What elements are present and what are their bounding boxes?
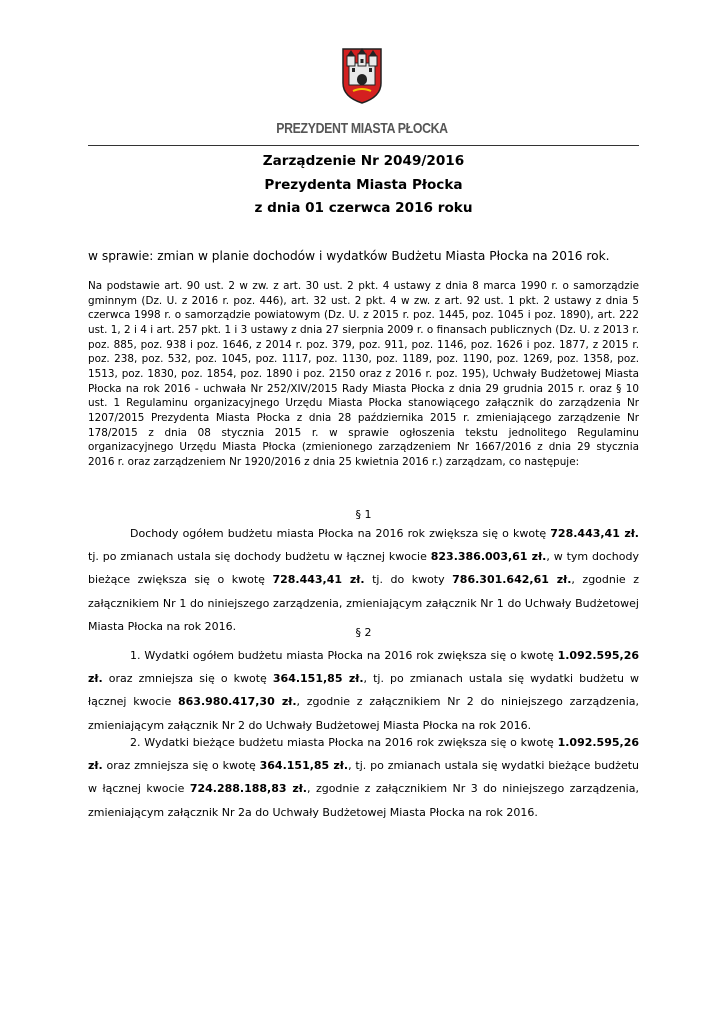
issuer-heading: PREZYDENT MIASTA PŁOCKA <box>276 120 448 137</box>
coat-of-arms-icon <box>341 47 383 105</box>
legal-basis-paragraph: Na podstawie art. 90 ust. 2 w zw. z art. 30 ust. 2 pkt. 4 ustawy z dnia 8 marca 1990 r. o samorządzie gminnym (Dz. U. z 2016 r. poz. 446), art. 32 ust. 2 pkt. 4 w zw. z art. 92 ust. 1 pkt. 2 ustawy z dnia 5 czerwca 1998 r. o samorządzie powiatowym (Dz. U. z 2015 r. poz. 1445, poz. 1045 i poz. 1890), art. 222 ust. 1, 2 i 4 i art. 257 pkt. 1 i 3 ustawy z dnia 27 sierpnia 2009 r. o finansach publicznych (Dz. U. z 2013 r. poz. 885, poz. 938 i poz. 1646, z 2014 r. poz. 379, poz. 911, poz. 1146, poz. 1626 i poz. 1877, z 2015 r. poz. 238, poz. 532, poz. 1045, poz. 1117, poz. 1130, poz. 1189, poz. 1190, poz. 1269, poz. 1358, poz. 1513, poz. 1830, poz. 1854, poz. 1890 i poz. 2150 oraz z 2016 r. poz. 195), Uchwały Budżetowej Miasta Płocka na rok 2016 - uchwała Nr 252/XIV/2015 Rady Miasta Płocka z dnia 29 grudnia 2015 r. oraz § 10 ust. 1 Regulaminu organizacyjnego Urzędu Miasta Płocka stanowiącego załącznik do zarządzenia Nr 1207/2015 Prezydenta Miasta Płocka z dnia 28 października 2015 r. zmieniającego zarządzenie Nr 178/2015 z dnia 08 stycznia 2015 r. w sprawie ogłoszenia tekstu jednolitego Regulaminu organizacyjnego Urzędu Miasta Płocka (zmienionego zarządzeniem Nr 1667/2016 z dnia 29 stycznia 2016 r. oraz zarządzeniem Nr 1920/2016 z dnia 25 kwietnia 2016 r.) zarządzam, co następuje: <box>88 280 639 468</box>
header-divider <box>88 145 639 146</box>
section-2-paragraph-1: 1. Wydatki ogółem budżetu miasta Płocka na 2016 rok zwiększa się o kwotę 1.092.595,26 zł. oraz zmniejsza się o kwotę 364.151,85 zł., tj. po zmianach ustala się wydatki budżetu w łącznej kwocie 863.980.417,30 zł., zgodnie z załącznikiem Nr 2 do niniejszego zarządzenia, zmieniającym załącznik Nr 2 do Uchwały Budżetowej Miasta Płocka na rok 2016. <box>88 649 639 732</box>
section-1-paragraph: Dochody ogółem budżetu miasta Płocka na 2016 rok zwiększa się o kwotę 728.443,41 zł. tj. po zmianach ustala się dochody budżetu w łącznej kwocie 823.386.003,61 zł., w tym dochody bieżące zwiększa się o kwotę 728.443,41 zł. tj. do kwoty 786.301.642,61 zł., zgodnie z załącznikiem Nr 1 do niniejszego zarządzenia, zmieniającym załącznik Nr 1 do Uchwały Budżetowej Miasta Płocka na rok 2016. <box>88 527 639 633</box>
section-1-heading: § 1 <box>355 508 372 521</box>
document-subject: w sprawie: zmian w planie dochodów i wydatków Budżetu Miasta Płocka na 2016 rok. <box>88 249 610 263</box>
section-2-heading: § 2 <box>355 626 372 639</box>
document-issuer: Prezydenta Miasta Płocka <box>264 176 463 193</box>
document-date: z dnia 01 czerwca 2016 roku <box>254 200 473 216</box>
document-title-block <box>88 150 639 221</box>
document-number: Zarządzenie Nr 2049/2016 <box>262 153 465 169</box>
section-2-paragraph-2: 2. Wydatki bieżące budżetu miasta Płocka na 2016 rok zwiększa się o kwotę 1.092.595,26 zł. oraz zmniejsza się o kwotę 364.151,85 zł., tj. po zmianach ustala się wydatki bieżące budżetu w łącznej kwocie 724.288.188,83 zł., zgodnie z załącznikiem Nr 3 do niniejszego zarządzenia, zmieniającym załącznik Nr 2a do Uchwały Budżetowej Miasta Płocka na rok 2016. <box>88 736 639 819</box>
